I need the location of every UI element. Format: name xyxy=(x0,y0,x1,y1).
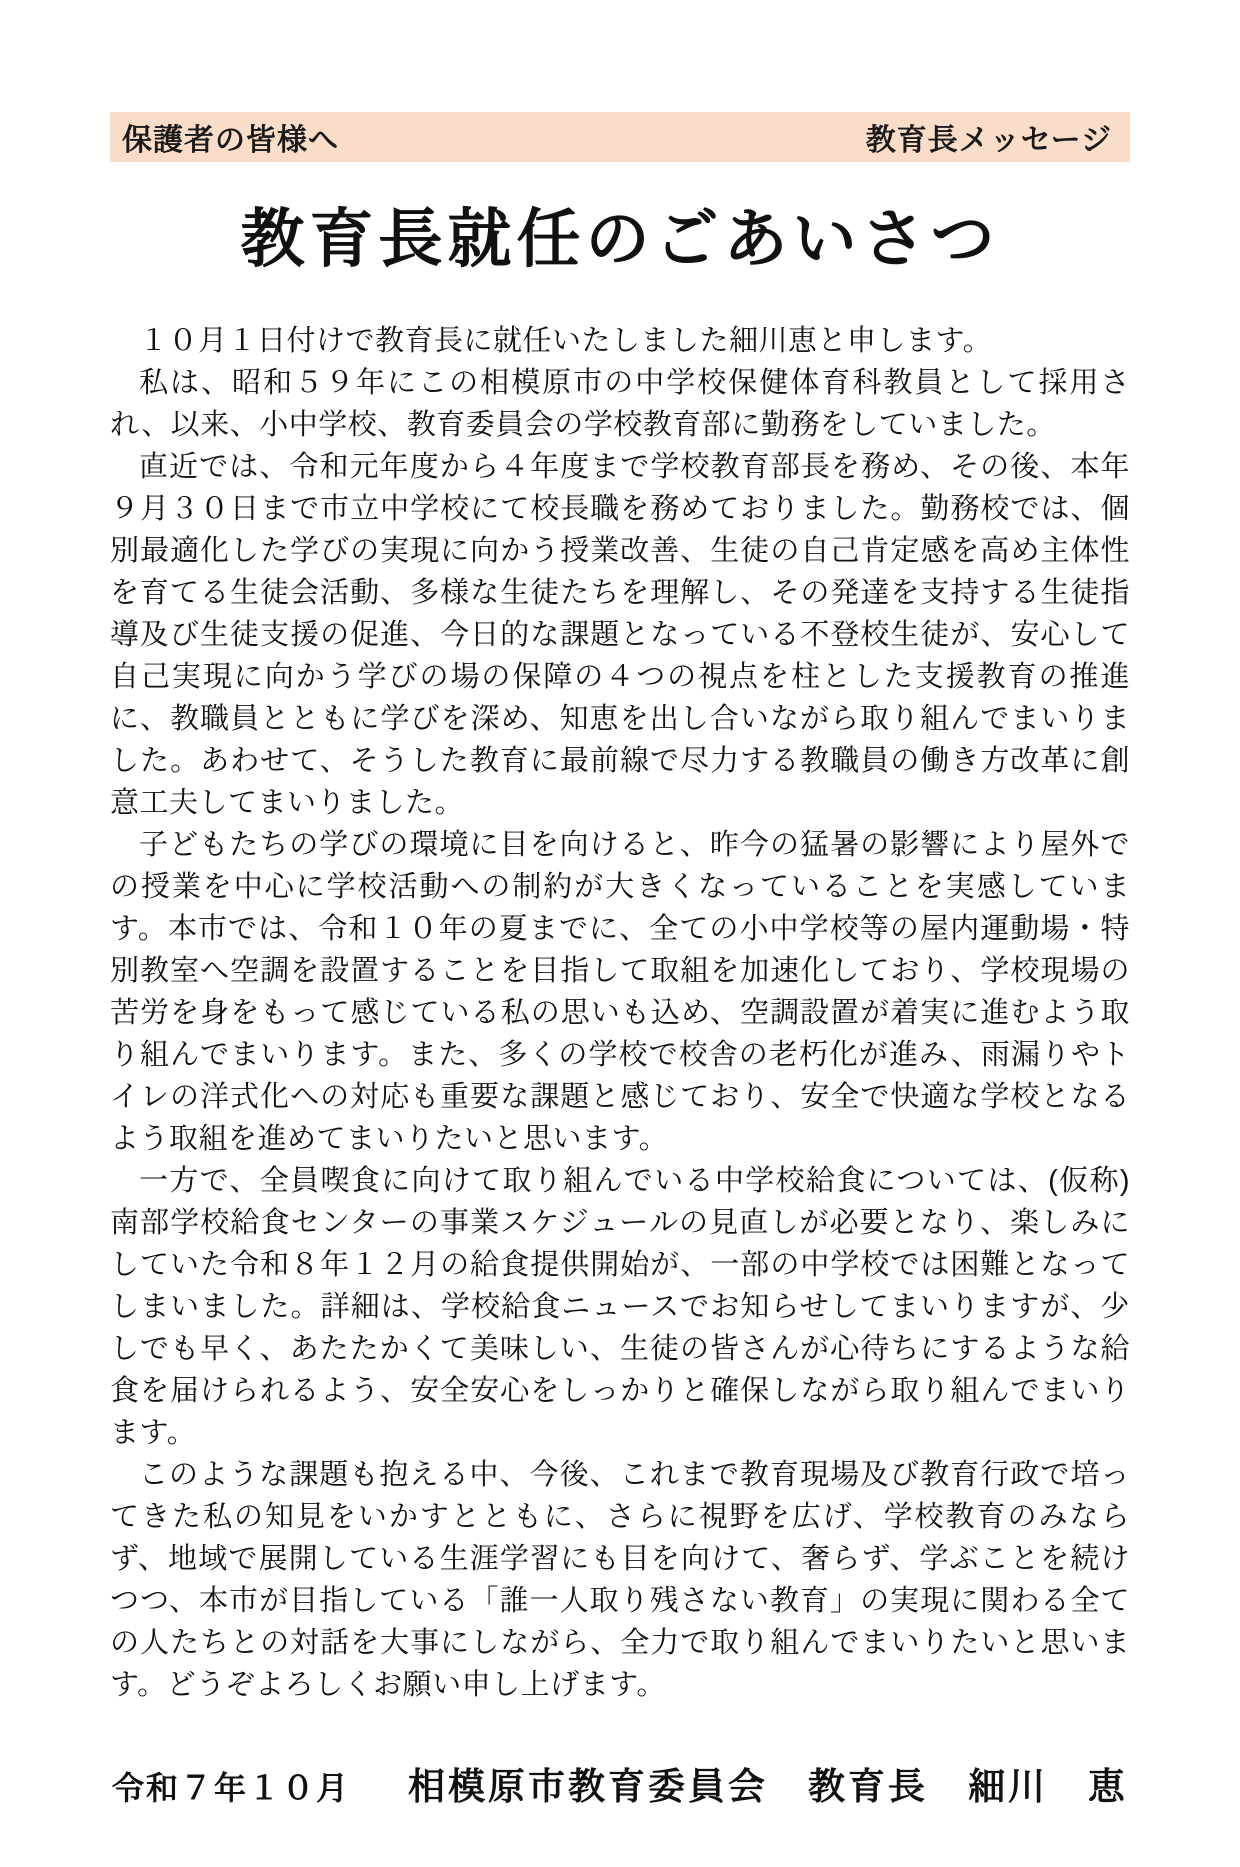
body-paragraph: 一方で、全員喫食に向けて取り組んでいる中学校給食については、(仮称)南部学校給食センターの事業スケジュールの見直しが必要となり、楽しみにしていた令和８年１２月の給食提供開始が、一部の中学校では困難となってしまいました。詳細は、学校給食ニュースでお知らせしてまいりますが、少しでも早く、あたたかくて美味しい、生徒の皆さんが心待ちにするような給食を届けられるよう、安全安心をしっかりと確保しながら取り組んでまいります。 xyxy=(110,1165,1130,1450)
body-paragraph: 私は、昭和５９年にこの相模原市の中学校保健体育科教員として採用され、以来、小中学校、教育委員会の学校教育部に勤務をしていました。 xyxy=(110,367,1130,442)
body-paragraph: １０月１日付けで教育長に就任いたしました細川恵と申します。 xyxy=(139,325,993,358)
header-left-label: 保護者の皆様へ xyxy=(122,124,339,157)
signature-date: 令和７年１０月 xyxy=(111,1770,350,1807)
document-content xyxy=(0,112,1240,1810)
body-paragraph: 子どもたちの学びの環境に目を向けると、昨今の猛暑の影響により屋外での授業を中心に学校活動への制約が大きくなっていることを実感しています。本市では、令和１０年の夏までに、全ての小中学校等の屋内運動場・特別教室へ空調を設置することを目指して取組を加速化しており、学校現場の苦労を身をもって感じている私の思いも込め、空調設置が着実に進むよう取り組んでまいります。また、多くの学校で校舎の老朽化が進み、雨漏りやトイレの洋式化への対応も重要な課題と感じており、安全で快適な学校となるよう取組を進めてまいりたいと思います。 xyxy=(110,829,1130,1156)
signature-name: 相模原市教育委員会 教育長 細川 恵 xyxy=(408,1766,1128,1808)
signature-line xyxy=(110,1756,1130,1810)
body-text xyxy=(110,320,1130,1706)
body-paragraph: このような課題も抱える中、今後、これまで教育現場及び教育行政で培ってきた私の知見をいかすとともに、さらに視野を広げ、学校教育のみならず、地域で展開している生涯学習にも目を向けて、奢らず、学ぶことを続けつつ、本市が目指している「誰一人取り残さない教育」の実現に関わる全ての人たちとの対話を大事にしながら、全力で取り組んでまいりたいと思います。どうぞよろしくお願い申し上げます。 xyxy=(110,1459,1130,1702)
header-bar xyxy=(110,112,1130,162)
document-page xyxy=(0,112,1240,1867)
body-paragraph: 直近では、令和元年度から４年度まで学校教育部長を務め、その後、本年９月３０日まで市立中学校にて校長職を務めておりました。勤務校では、個別最適化した学びの実現に向かう授業改善、生徒の自己肯定感を高め主体性を育てる生徒会活動、多様な生徒たちを理解し、その発達を支持する生徒指導及び生徒支援の促進、今日的な課題となっている不登校生徒が、安心して自己実現に向かう学びの場の保障の４つの視点を柱とした支援教育の推進に、教職員とともに学びを深め、知恵を出し合いながら取り組んでまいりました。あわせて、そうした教育に最前線で尽力する教職員の働き方改革に創意工夫してまいりました。 xyxy=(110,451,1130,820)
header-right-label: 教育長メッセージ xyxy=(865,124,1112,157)
page-title: 教育長就任のごあいさつ xyxy=(240,203,1000,275)
